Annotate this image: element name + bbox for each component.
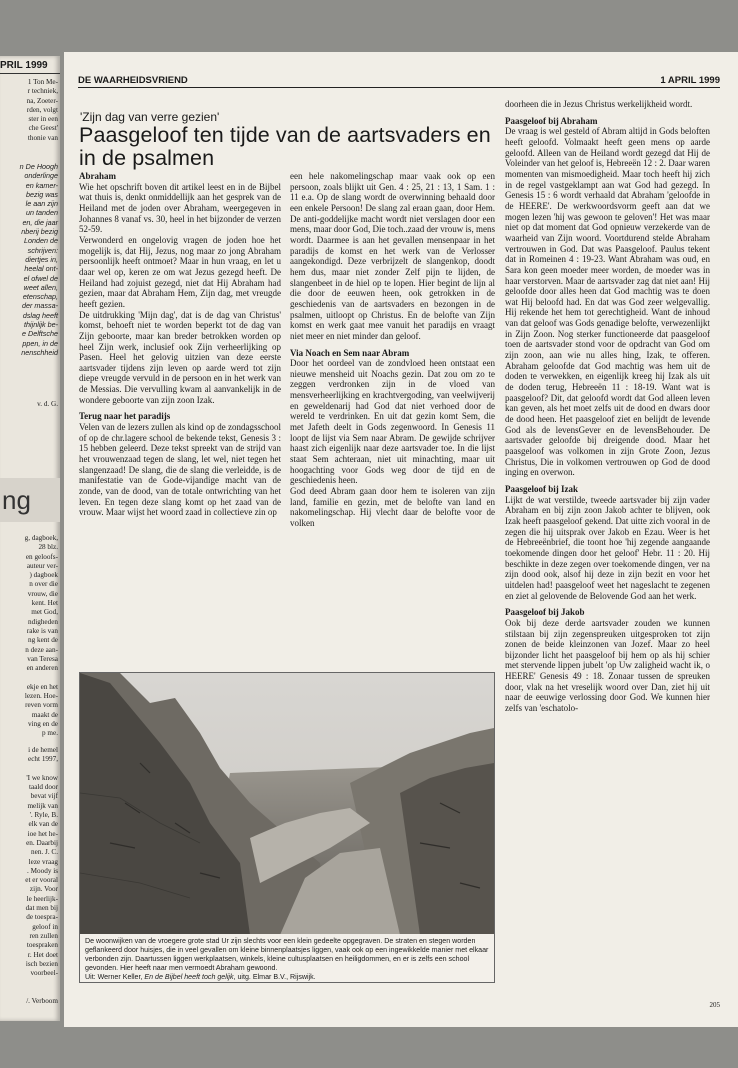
article-page xyxy=(64,52,738,1027)
fragment-line: Londen de xyxy=(24,236,58,246)
fragment-line: en geloofs- xyxy=(25,552,58,561)
article-column-2 xyxy=(290,171,495,529)
fragment-line: ioe het he- xyxy=(27,829,58,838)
paragraph: Wie het opschrift boven dit artikel leest en in de Bijbel wat thuis is, denkt onmiddellijk aan het gesprek van de Heiland met de joden over Abraham, weergegeven in Johannes 8 vanaf vs. 30, heel in het bijzonder de verzen 52-59. xyxy=(79,181,281,235)
fragment-line: r techniek, xyxy=(27,87,58,96)
fragment-line: en. Daarbij xyxy=(26,838,58,847)
fragment-line: ving en de xyxy=(28,719,58,728)
previous-page-fragment-top xyxy=(27,78,58,143)
previous-page-date: PRIL 1999 xyxy=(0,56,60,74)
fragment-line: isch bezien xyxy=(25,959,58,968)
section-heading: Terug naar het paradijs xyxy=(79,411,171,422)
fragment-line: bezig was xyxy=(26,189,58,199)
running-head-publication: DE WAARHEIDSVRIEND xyxy=(78,75,188,86)
fragment-line: kent. Het xyxy=(31,599,58,608)
fragment-line: ) dagboek xyxy=(29,571,58,580)
previous-page-edge xyxy=(0,56,60,1021)
fragment-line: nberij bezig xyxy=(21,227,58,237)
fragment-line: n over die xyxy=(29,580,58,589)
fragment-line: na, Zoeter- xyxy=(26,96,58,105)
fragment-line: i de hemel xyxy=(28,746,58,754)
page-number: 205 xyxy=(709,1001,720,1009)
fragment-line: leze vraag xyxy=(28,857,58,866)
fragment-line: diertjes in, xyxy=(25,254,58,264)
fragment-line xyxy=(25,765,58,774)
caption-text: De woonwijken van de vroegere grote stad Ur zijn slechts voor een klein gedeelte opgegraven. De straten en stegen worden geflankeerd door huisjes, die in veel gevallen om kleine binnenplaatsjes liggen, vaak ook op een ingewikkelde manier met elkaar verbonden zijn. Daartussen liggen werkplaatsen, winkels, kleine cultusplaatsen en heiligdommen, en er is zelfs een school gevonden. Hier heeft naar men vermoedt Abraham gewoond. xyxy=(85,937,489,973)
fragment-line: en, die jaar xyxy=(22,217,58,227)
fragment-line: lezen. Hoe- xyxy=(24,692,58,701)
excavation-image xyxy=(80,673,494,935)
fragment-line: le aan zijn xyxy=(25,199,58,209)
article-title: Paasgeloof ten tijde van de aartsvaders en in de psalmen xyxy=(79,123,491,170)
fragment-line: g, dagboek, xyxy=(24,534,58,542)
fragment-line: en anderen xyxy=(26,664,58,673)
caption-credit-suffix: , uitg. Elmar B.V., Rijswijk. xyxy=(233,973,316,982)
fragment-line: melijk van xyxy=(27,801,58,810)
running-head xyxy=(78,75,720,88)
fragment-line: elk van de xyxy=(28,820,58,829)
fragment-line: 1 Ton Me- xyxy=(27,78,58,86)
fragment-line: ekje en het xyxy=(26,682,58,691)
fragment-line: de toespra- xyxy=(26,913,58,922)
fragment-line: 28 blz. xyxy=(38,543,58,552)
fragment-line: van Teresa xyxy=(27,654,58,663)
paragraph: Verwonderd en ongelovig vragen de joden hoe het mogelijk is, dat Hij, Jezus, nog maar zo jong Abraham persoonlijk heeft ontmoet? Maar in hun vraag, en let u daar wel op, keren ze om wat Jezus gezegd heeft. De Heiland had zojuist gezegd, niet dat Hij Abraham had gezien, maar dat Abraham Hem, Zijn dag, met vreugde heeft gezien. xyxy=(79,234,281,309)
section-heading: Paasgeloof bij Izak xyxy=(505,483,578,494)
previous-page-fragment-low2 xyxy=(25,746,58,978)
fragment-line: etenschap, xyxy=(22,292,58,302)
fragment-line: r. Het doet xyxy=(27,950,58,959)
fragment-line: e Delftsche xyxy=(22,329,58,339)
paragraph: Ook bij deze derde aartsvader zouden we kunnen stilstaan bij zijn zegenspreuken uitgesproken tot zijn zonen de beide kleinzonen van Jozef. Maar zo heel bijzonder licht het paasgeloof bij hem op als hij schier met stervende lippen jubelt 'op Uw zaligheid wacht ik, o HEERE' Genesis 49 : 18. Zonaar tussen de spreuken door, vlak na het vreselijk woord over Dan, ziet hij uit naar de eeuwige verlossing door God. We kunnen hier zelfs van 'eschatolo- xyxy=(505,617,710,714)
caption-credit-title: En de Bijbel heeft toch gelijk xyxy=(144,973,234,982)
fragment-line: geloof in xyxy=(32,922,58,931)
paragraph: Lijkt de wat verstilde, tweede aartsvader bij zijn vader Abraham en bij zijn zoon Jakob achter te blijven, ook Izak heeft paasgeloof gekend. Dat uitte zich vooral in de zegen die hij uitsprak over Jakob en Ezau. Weer is het de Hebreeënbrief, die toont hoe 'hij zegende aangaande toekomende dingen door het geloof' Hebr. 11 : 20. Hij beschikte in deze zegen over toekomende dingen, ver na zijn dood ook, alsof hij deze in zijn bezit en voor het uitdelen had! paasgeloof weet het nageslacht te zegenen en ziet al gelovende de Belovende God aan het werk. xyxy=(505,494,710,601)
section-heading: Paasgeloof bij Abraham xyxy=(505,115,598,126)
fragment-line: dat men bij xyxy=(25,904,58,913)
previous-page-signature-2: /. Verboom xyxy=(26,997,58,1005)
fragment-line: un tanden xyxy=(26,208,58,218)
section-heading: Abraham xyxy=(79,171,117,181)
fragment-line: p me. xyxy=(42,729,58,738)
fragment-line: n De Hoogh xyxy=(19,162,58,171)
fragment-line: der massa- xyxy=(22,301,58,311)
fragment-line: ster in een xyxy=(28,115,58,124)
fragment-line: bevat vijf xyxy=(30,792,58,801)
fragment-line: zijn. Voor xyxy=(29,885,58,894)
fragment-line: echt 1997, xyxy=(28,755,58,764)
previous-page-tab: ng xyxy=(0,478,60,522)
fragment-line: weet allen, xyxy=(23,282,58,292)
fragment-line: ndigheden xyxy=(28,617,58,626)
paragraph: Velen van de lezers zullen als kind op de zondagsschool of op de chr.lagere school de bekende tekst, Genesis 3 : 15 hebben geleerd. Deze tekst spreekt van de strijd van het vrouwenzaad tegen de slang, let wel, niet tegen het slangenzaad! De slang, die de slang die verleidde, is de manifestatie van de Gode-vijandige macht van de zonde, van de dood, van de totale ontwrichting van het leven. En tegen deze slang komt op het zaad van de vrouw. Maar wijst het woord zaad in collectieve zin op xyxy=(79,422,281,518)
paragraph: De vraag is wel gesteld of Abram altijd in Gods beloften heeft geloofd. Volmaakt heeft geen mens op aarde geloofd. Alleen van de Heiland wordt gezegd dat Hij de Voleinder van het geloof is, Hebreeën 12 : 2. Daar waren momenten van mismoedigheid. Maar toch heeft hij zich in de regel vastgeklampt aan wat God had gezegd. In Genesis 15 : 6 wordt verhaald dat Abraham 'geloofde in de HEERE'. De werkwoordsvorm geeft aan dat we mogen lezen 'hij was gewoon te geloven'! Het was maar niet op dat moment dat God opnieuw verzekerde van de waarheid van Zijn woord. Voortdurend stelde Abraham vertrouwen in God. Dat was Paasgeloof. Paulus tekent dat in Romeinen 4 : 19-23. Want Abraham was oud, en Sara kon geen moeder meer worden, de moeder was in haar verstorven. Maar de aartsvader zag dat niet aan! Hij geloofde door alles heen dat God machtig was te doen wat Hij beloofd had. En dat was God zeer welgevallig. Hij rekende het hem tot gerechtigheid. Want de inhoud van dat geloof was Gods genadige belofte, verwezenlijkt in Zijn Zoon. Nog sterker functioneerde dat paasgeloof toen de aartsvader stond voor de opdracht van God om zijn zoon, aan wie nu alles hing, Izak, te offeren. Abraham geloofde dat God machtig was hem uit de doden te verwekken, en eigenlijk kreeg hij Izak als uit de doden terug, Hebreeën 11 : 18-19. Want wat is paasgeloof? Dit, dat geloofd wordt dat God alleen leven kan geven, als het moet zelfs uit de dood en dwars door de dood heen. Het paasgeloof ziet en belijdt de levende God als de levensGever en de levensBehouder. De aartsvader geloofde bij dreigende dood. Maar het paasgeloof was volkomen in zijn Grote Zoon, Jezus Christus, Die in volkomen vertrouwen op God de dood inging en overwon. xyxy=(505,126,710,478)
fragment-line: . Moody is xyxy=(27,866,58,875)
paragraph: Door het oordeel van de zondvloed heen ontstaat een nieuwe mensheid uit Noachs gezin. Dat zou om zo te zeggen verdronken zijn in de vloed van mensverheerlijking en krachtvergoding, van veelwijverij en geweldenarij had God dat niet verhoed door de wereld te verdrinken. En uit dat gezin komt Sem, die met Jafeth deelt in Gods zegenwoord. In Genesis 11 loopt de lijst via Sem naar Abram. De gewijde schrijver haast zich eigenlijk naar deze aartsvader toe. In die lijst staat Sem achteraan, niet uit minachting, maar uit hoogachting voor Gods weg door de tijd en de geschiedenis heen. xyxy=(290,358,495,486)
paragraph: God deed Abram gaan door hem te isoleren van zijn land, familie en gezin, met de belofte van land en nakomelingschap. Hij vlecht daar de belofte voor de volken xyxy=(290,486,495,528)
fragment-line: heelal ont- xyxy=(24,264,58,274)
fragment-line: dslag heeft xyxy=(22,310,58,320)
fragment-line: ng kent de xyxy=(28,636,58,645)
fragment-line: vrouw, die xyxy=(27,589,58,598)
fragment-line: en kamer- xyxy=(25,180,58,190)
previous-page-signature: v. d. G. xyxy=(37,400,58,408)
fragment-line: thijnlijk be- xyxy=(24,320,58,330)
fragment-line: le heerlijk- xyxy=(26,894,58,903)
excavation-photo xyxy=(79,672,495,983)
section-heading: Paasgeloof bij Jakob xyxy=(505,607,585,618)
section-heading: Via Noach en Sem naar Abram xyxy=(290,347,410,358)
caption-credit-prefix: Uit: Werner Keller, xyxy=(85,973,145,982)
fragment-line: met God, xyxy=(31,608,58,617)
article-kicker: 'Zijn dag van verre gezien' xyxy=(80,110,220,124)
fragment-line: ppen, in de xyxy=(22,338,58,348)
previous-page-fragment-low xyxy=(25,534,58,739)
fragment-line: thonie van xyxy=(27,133,58,142)
fragment-line: che Geest' xyxy=(28,124,58,133)
running-head-date: 1 APRIL 1999 xyxy=(660,75,720,86)
fragment-line: schrijven: xyxy=(27,245,58,255)
article-column-1 xyxy=(79,171,281,518)
fragment-line: ren zullen xyxy=(29,931,58,940)
paragraph: doorheen die in Jezus Christus werkelijkheid wordt. xyxy=(505,99,693,109)
paragraph: een hele nakomelingschap maar vaak ook op een persoon, zoals blijkt uit Gen. 4 : 25, 21 : 13, 1 Sam. 1 : 11 e.a. Op de slang wordt de overwinning behaald door een enkele Persoon! De slang zal eraan gaan, door Hem. De anti-goddelijke macht wordt niet verslagen door een mens, maar door God, Die toch..zaad der vrouw is, mens wordt. Daarmee is aan het gevallen mensenpaar in het paradijs de komst en het werk van de Verlosser aangekondigd. Deze verbrijzelt de slangenkop, doodt hem dus, maar niet zonder Zelf pijn te lijden, de slangenbeet in de hiel op te lopen. Hier begint de lijn al die door de eeuwen heen, ook getrokken in de geschiedenis van de aartsvaders en bezongen in de psalmen, uitloopt op Christus. En de belofte van Zijn komst en werk gaat mee vanuit het paradijs en vraagt niet meer en niet minder dan geloof. xyxy=(290,171,495,341)
fragment-line: rake is van xyxy=(26,626,58,635)
fragment-line: et er vooral xyxy=(25,876,58,885)
fragment-line: voorbeel- xyxy=(30,969,58,978)
fragment-line: nenschheid xyxy=(21,347,58,357)
fragment-line: auteur ver- xyxy=(26,561,58,570)
fragment-line: rden, volgt xyxy=(26,105,58,114)
photo-caption xyxy=(80,934,494,982)
paragraph: De uitdrukking 'Mijn dag', dat is de dag van Christus' komst, behoeft niet te worden beperkt tot de dag van Zijn geboorte, maar kan breder betrokken worden op heel Zijn werk, inclusief ook Zijn verheerlijking op Pasen. Heel het gelovig uitzien van deze eerste aartsvader tijdens zijn leven op aarde werd tot zijn diepe vreugde vervuld in de persoon en in het werk van de Messias. Die vervulling kwam al aanvankelijk in de wondere geboorte van zijn zoon Izak. xyxy=(79,309,281,405)
fragment-line: el ofwel de xyxy=(23,273,58,283)
fragment-line: toespraken xyxy=(26,941,58,950)
previous-page-fragment-mid xyxy=(20,162,58,357)
fragment-line xyxy=(25,673,58,682)
fragment-line: reven vorm xyxy=(25,701,58,710)
fragment-line: n deze aan- xyxy=(25,645,58,654)
article-column-3 xyxy=(505,99,710,714)
fragment-line: nen. J. C. xyxy=(31,848,58,857)
fragment-line: 'I we know xyxy=(26,773,58,782)
fragment-line: onderlinge xyxy=(24,171,58,181)
fragment-line: maakt de xyxy=(31,710,58,719)
fragment-line: taald door xyxy=(29,783,58,792)
fragment-line: '. Ryle, B. xyxy=(29,811,58,820)
